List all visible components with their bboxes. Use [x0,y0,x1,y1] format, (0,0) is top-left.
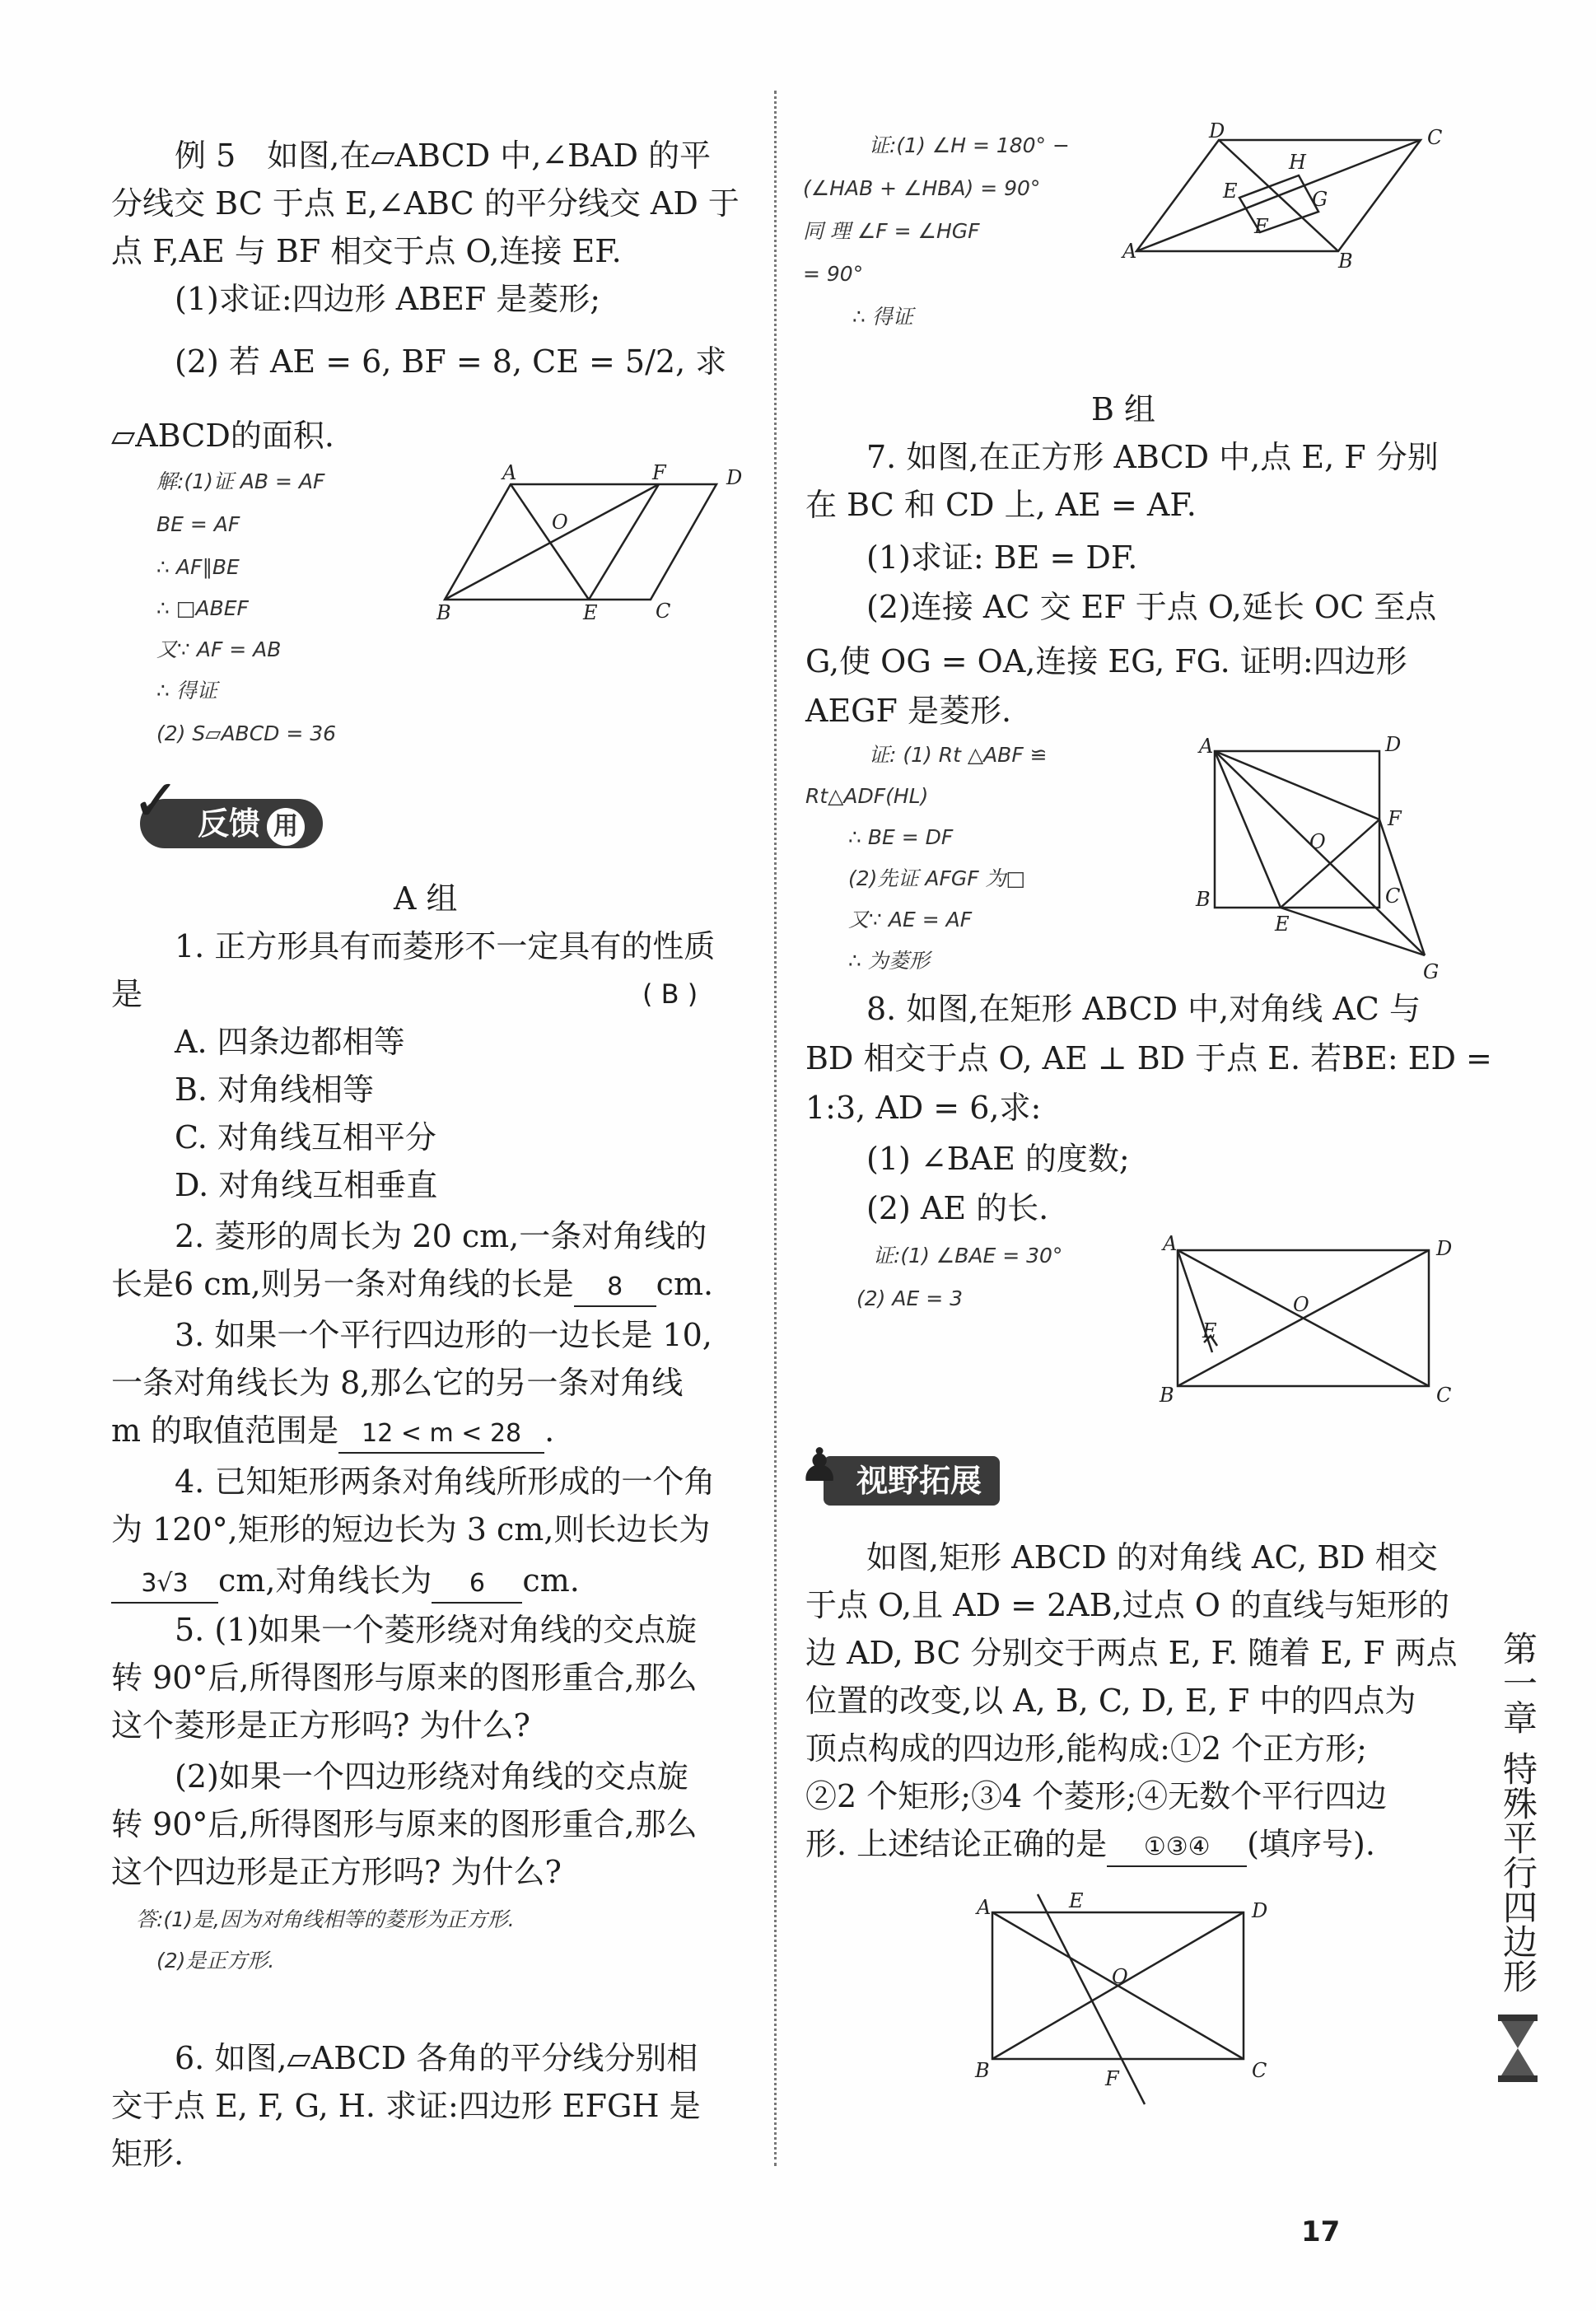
fig3-ef [1281,819,1379,908]
example5-q2b: ▱ABCD的面积. [111,418,334,454]
fig5-label-c: C [1252,2059,1267,2082]
q3-period: . [544,1412,555,1449]
q2-line2-text: 长是6 cm,则另一条对角线的长是 [111,1266,574,1302]
checkmark-icon: ✓ [132,767,180,834]
figure-parallelogram-abcd [436,461,758,626]
q5-line6: 这个四边形是正方形吗? 为什么? [111,1854,562,1890]
q3-answer-blank: 12 < m < 28 [338,1416,544,1454]
q7-handwriting-6: ∴ 为菱形 [848,949,930,973]
q1-line1: 1. 正方形具有而菱形不一定具有的性质 [175,928,716,964]
fig1-label-e: E [583,601,598,624]
q5-handwriting-1: 答:(1)是,因为对角线相等的菱形为正方形. [136,1907,515,1931]
fig2-label-e: E [1223,180,1238,203]
page-number: 17 [1301,2215,1341,2248]
person-icon: ♟ [799,1439,841,1492]
fig4-label-a: A [1163,1232,1178,1255]
example5-line3: 点 F,AE 与 BF 相交于点 O,连接 EF. [111,233,622,269]
q7-line5: G,使 OG = OA,连接 EG, FG. 证明:四边形 [805,643,1407,679]
ext-line5: 顶点构成的四边形,能构成:①2 个正方形; [805,1730,1367,1767]
ext-line4: 位置的改变,以 A, B, C, D, E, F 中的四点为 [805,1683,1416,1719]
horizon-banner [799,1439,1000,1506]
q2-unit: cm. [656,1266,714,1302]
q2-line2 [111,1260,713,1308]
q1-option-a: A. 四条边都相等 [175,1024,405,1060]
fig5-label-a: A [977,1896,992,1919]
feedback-banner-text: 反馈 [198,805,261,842]
ex5-handwriting-5: 又∵ AF = AB [156,637,282,661]
q1-answer: ( B ) [642,978,698,1010]
q4-line3 [111,1557,580,1604]
fig1-label-f: F [652,461,666,484]
ex5-handwriting-7: (2) S▱ABCD = 36 [156,721,337,745]
q2-answer-blank: 8 [574,1269,656,1307]
fig3-ag [1215,751,1425,955]
example5-q2: (2) 若 AE = 6, BF = 8, CE = 5/2, 求 [175,343,727,380]
ext-line3: 边 AD, BC 分别交于两点 E, F. 随着 E, F 两点 [805,1635,1458,1671]
feedback-banner [132,767,323,848]
ex5-handwriting-3: ∴ AF∥BE [156,555,240,579]
feedback-use-badge: 用 [267,808,305,846]
q2-line1: 2. 菱形的周长为 20 cm,一条对角线的 [175,1218,707,1254]
q8-line5: (2) AE 的长. [866,1190,1049,1226]
fig1-label-o: O [552,511,568,534]
q7-handwriting-5: 又∵ AE = AF [848,908,973,931]
example5-line1: 例 5 如图,在▱ABCD 中,∠BAD 的平 [175,138,712,174]
fig5-label-f: F [1105,2067,1119,2090]
fig4-label-e: E [1202,1319,1217,1342]
q6-line3: 矩形. [111,2136,184,2172]
fig5-label-d: D [1252,1899,1268,1922]
fig1-label-a: A [502,461,517,484]
q8-line1: 8. 如图,在矩形 ABCD 中,对角线 AC 与 [866,991,1421,1027]
ext-line6: ②2 个矩形;③4 个菱形;④无数个平行四边 [805,1778,1388,1814]
q7-handwriting-3: ∴ BE = DF [848,825,954,849]
ext-answer-blank: ①③④ [1107,1829,1247,1867]
q5-line2: 转 90°后,所得图形与原来的图形重合,那么 [111,1660,698,1696]
fig4-label-c: C [1436,1384,1452,1407]
fig5-ef-line [1038,1894,1145,2104]
q6-handwriting-1: 证:(1) ∠H = 180° − [869,133,1070,157]
q3-line3-text: m 的取值范围是 [111,1412,339,1449]
column-divider [774,91,777,2166]
q4-answer-blank-1: 3√3 [111,1566,218,1604]
fig3-label-o: O [1309,830,1326,853]
fig2-label-b: B [1338,250,1353,273]
fig3-label-c: C [1385,885,1401,908]
fig1-label-b: B [436,601,451,624]
q3-line2: 一条对角线长为 8,那么它的另一条对角线 [111,1365,684,1401]
q1-line2: 是 [111,976,143,1012]
ext-line7 [805,1820,1375,1868]
fig3-label-b: B [1196,888,1211,911]
figure-square-rhombus [1186,733,1458,988]
q7-handwriting-4: (2)先证 AFGF 为□ [848,866,1026,890]
q1-option-d: D. 对角线互相垂直 [175,1167,438,1203]
ext-line1: 如图,矩形 ABCD 的对角线 AC, BD 相交 [866,1539,1438,1576]
q1-option-b: B. 对角线相等 [175,1071,375,1108]
fig3-label-d: D [1385,733,1402,756]
ex5-handwriting-4: ∴ □ABEF [156,596,249,620]
fig3-label-f: F [1388,807,1402,830]
fig1-label-c: C [656,600,671,623]
hourglass-icon [1493,2011,1542,2085]
q3-line1: 3. 如果一个平行四边形的一边长是 10, [175,1317,712,1353]
chapter-title: 特殊平行四边形 [1498,1751,1538,1993]
q7-line6: AEGF 是菱形. [805,693,1012,729]
q8-handwriting-1: 证:(1) ∠BAE = 30° [873,1244,1063,1268]
q4-answer-blank-2: 6 [432,1566,522,1604]
example5-q1: (1)求证:四边形 ABEF 是菱形; [175,281,601,317]
q6-handwriting-5: ∴ 得证 [852,305,913,329]
q7-line1: 7. 如图,在正方形 ABCD 中,点 E, F 分别 [866,439,1439,475]
ext-line7-text: 形. 上述结论正确的是 [805,1826,1108,1862]
q5-line3: 这个菱形是正方形吗? 为什么? [111,1707,530,1744]
fig2-label-h: H [1289,151,1306,174]
q6-handwriting-4: = 90° [803,262,864,286]
group-b-title: B 组 [1091,391,1156,427]
fig4-label-b: B [1160,1384,1174,1407]
q8-line4: (1) ∠BAE 的度数; [866,1141,1130,1177]
horizon-banner-text: 视野拓展 [856,1463,982,1499]
example5-line2: 分线交 BC 于点 E,∠ABC 的平分线交 AD 于 [111,185,740,222]
fig2-label-c: C [1427,126,1443,149]
q7-line4: (2)连接 AC 交 EF 于点 O,延长 OC 至点 [866,589,1437,625]
fig5-label-o: O [1112,1965,1128,1988]
fig3-label-g: G [1423,960,1440,983]
ex5-handwriting-2: BE = AF [156,512,240,536]
q6-handwriting-2: (∠HAB + ∠HBA) = 90° [803,176,1041,200]
fig5-label-b: B [975,2059,990,2082]
ex5-handwriting-1: 解:(1)证 AB = AF [156,469,325,493]
q8-handwriting-2: (2) AE = 3 [856,1286,964,1310]
q4-line2: 为 120°,矩形的短边长为 3 cm,则长边长为 [111,1511,711,1548]
group-a-title: A 组 [394,880,458,917]
q6-handwriting-3: 同 理 ∠F = ∠HGF [803,219,980,243]
q8-line3: 1:3, AD = 6,求: [805,1090,1042,1126]
q5-line4: (2)如果一个四边形绕对角线的交点旋 [175,1758,688,1795]
fig3-label-a: A [1199,735,1214,758]
chapter-label: 第一章 [1498,1631,1538,1734]
q8-line2: BD 相交于点 O, AE ⊥ BD 于点 E. 若BE: ED = [805,1040,1492,1076]
ext-line7-end: (填序号). [1247,1826,1375,1862]
fig1-outline [445,484,716,600]
q3-line3 [111,1407,554,1454]
fig2-label-f: F [1254,215,1268,238]
q5-handwriting-2: (2)是正方形. [156,1949,275,1973]
figure-rectangle-ef [964,1886,1309,2117]
figure-rectangle-ae [1153,1227,1466,1417]
ex5-handwriting-6: ∴ 得证 [156,679,217,703]
fig2-label-g: G [1312,188,1328,211]
q7-handwriting-1: 证: (1) Rt △ABF ≌ [869,743,1048,767]
fig3-eg [1281,908,1425,955]
q6-line2: 交于点 E, F, G, H. 求证:四边形 EFGH 是 [111,2088,701,2124]
fig1-label-d: D [726,466,743,489]
fig2-label-d: D [1209,119,1225,142]
fig5-label-e: E [1069,1889,1084,1912]
chapter-sidebar [1489,1631,1547,2094]
figure-angle-bisectors [1116,119,1462,276]
fig1-fe [589,484,659,600]
q4-mid-text: cm,对角线长为 [218,1562,432,1599]
q7-handwriting-2: Rt△ADF(HL) [805,784,929,808]
fig4-label-o: O [1293,1293,1309,1316]
q6-line1: 6. 如图,▱ABCD 各角的平分线分别相 [175,2040,698,2076]
q5-line5: 转 90°后,所得图形与原来的图形重合,那么 [111,1806,698,1842]
q4-unit: cm. [522,1562,580,1599]
q7-line3: (1)求证: BE = DF. [866,539,1138,576]
q5-line1: 5. (1)如果一个菱形绕对角线的交点旋 [175,1612,698,1648]
q7-line2: 在 BC 和 CD 上, AE = AF. [805,487,1197,523]
fig2-label-a: A [1122,240,1137,263]
fig4-label-d: D [1436,1237,1453,1260]
q4-line1: 4. 已知矩形两条对角线所形成的一个角 [175,1464,716,1500]
ext-line2: 于点 O,且 AD = 2AB,过点 O 的直线与矩形的 [805,1587,1450,1623]
fig3-label-e: E [1275,913,1290,936]
q1-option-c: C. 对角线互相平分 [175,1119,436,1156]
